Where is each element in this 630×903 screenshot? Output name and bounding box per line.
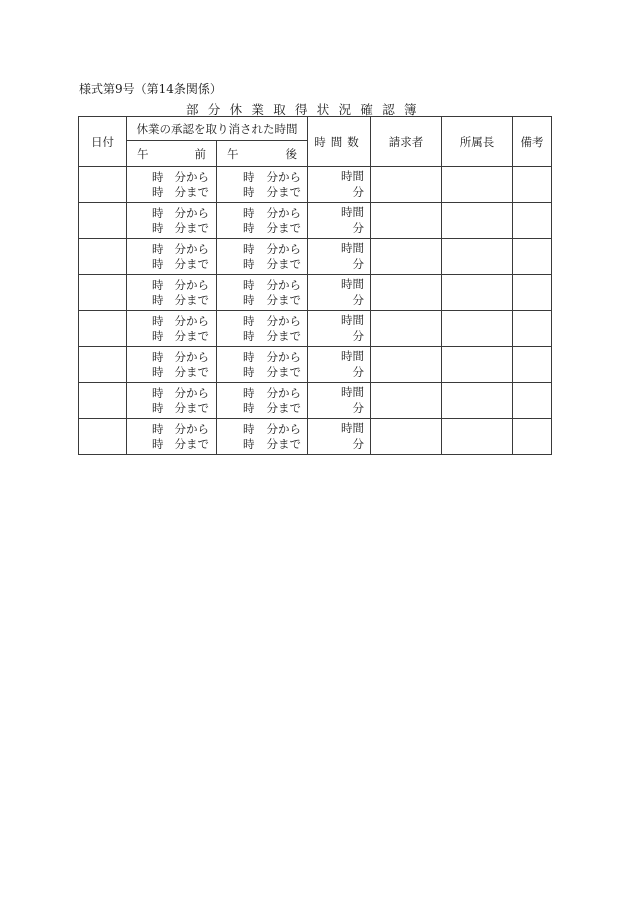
hour-label: 時	[243, 221, 255, 235]
date-cell[interactable]	[79, 275, 127, 311]
hours-unit-label: 時間	[341, 421, 364, 435]
requester-cell[interactable]	[371, 203, 442, 239]
minute-from-label: 分から	[174, 205, 209, 220]
morning-time-cell[interactable]	[127, 383, 217, 419]
requester-cell[interactable]	[371, 311, 442, 347]
hour-label: 時	[243, 241, 255, 256]
remarks-cell[interactable]	[513, 239, 552, 275]
hours-unit-label: 時間	[341, 385, 364, 399]
header-afternoon-right: 後	[285, 146, 297, 161]
table-row	[79, 419, 552, 455]
table-row	[79, 275, 552, 311]
minute-until-label: 分まで	[266, 293, 301, 307]
hour-label: 時	[243, 257, 255, 271]
morning-time-cell[interactable]	[127, 347, 217, 383]
table-row	[79, 311, 552, 347]
hour-label: 時	[243, 437, 255, 451]
hour-label: 時	[243, 421, 255, 436]
form-title: 部分休業取得状況確認簿	[186, 102, 426, 117]
minute-from-label: 分から	[174, 421, 209, 436]
minutes-unit-label: 分	[352, 400, 364, 415]
minute-from-label: 分から	[266, 313, 301, 328]
afternoon-time-cell[interactable]	[217, 419, 308, 455]
hour-label: 時	[243, 277, 255, 292]
requester-cell[interactable]	[371, 167, 442, 203]
supervisor-cell[interactable]	[442, 275, 513, 311]
minutes-unit-label: 分	[352, 184, 364, 199]
supervisor-cell[interactable]	[442, 239, 513, 275]
hour-label: 時	[243, 313, 255, 328]
minutes-unit-label: 分	[352, 220, 364, 235]
hour-label: 時	[152, 437, 164, 451]
remarks-cell[interactable]	[513, 419, 552, 455]
hour-label: 時	[243, 385, 255, 400]
minute-until-label: 分まで	[266, 437, 301, 451]
minute-from-label: 分から	[174, 349, 209, 364]
header-date: 日付	[79, 117, 127, 167]
minute-until-label: 分まで	[174, 401, 209, 415]
hours-count-cell[interactable]	[308, 347, 371, 383]
minute-from-label: 分から	[266, 421, 301, 436]
hour-label: 時	[243, 169, 255, 184]
requester-cell[interactable]	[371, 275, 442, 311]
header-morning	[127, 141, 217, 167]
hour-label: 時	[243, 329, 255, 343]
hours-count-cell[interactable]	[308, 383, 371, 419]
header-hours-count: 時間数	[308, 117, 371, 167]
hour-label: 時	[152, 385, 164, 400]
header-afternoon	[217, 141, 308, 167]
minute-until-label: 分まで	[266, 365, 301, 379]
remarks-cell[interactable]	[513, 203, 552, 239]
minute-from-label: 分から	[266, 385, 301, 400]
minute-from-label: 分から	[174, 169, 209, 184]
minute-from-label: 分から	[266, 277, 301, 292]
morning-time-cell[interactable]	[127, 311, 217, 347]
hour-label: 時	[152, 257, 164, 271]
hours-unit-label: 時間	[341, 169, 364, 183]
minute-until-label: 分まで	[266, 329, 301, 343]
minute-from-label: 分から	[266, 169, 301, 184]
hour-label: 時	[243, 185, 255, 199]
hours-unit-label: 時間	[341, 349, 364, 363]
afternoon-time-cell[interactable]	[217, 347, 308, 383]
hour-label: 時	[243, 349, 255, 364]
minute-until-label: 分まで	[266, 221, 301, 235]
afternoon-time-cell[interactable]	[217, 203, 308, 239]
remarks-cell[interactable]	[513, 275, 552, 311]
morning-time-cell[interactable]	[127, 203, 217, 239]
minute-until-label: 分まで	[174, 437, 209, 451]
minute-from-label: 分から	[266, 205, 301, 220]
hour-label: 時	[152, 241, 164, 256]
hour-label: 時	[152, 169, 164, 184]
afternoon-time-cell[interactable]	[217, 311, 308, 347]
hour-label: 時	[243, 205, 255, 220]
remarks-cell[interactable]	[513, 311, 552, 347]
hour-label: 時	[152, 349, 164, 364]
hour-label: 時	[152, 421, 164, 436]
table-row	[79, 347, 552, 383]
date-cell[interactable]	[79, 383, 127, 419]
minute-until-label: 分まで	[266, 401, 301, 415]
afternoon-time-cell[interactable]	[217, 383, 308, 419]
morning-time-cell[interactable]	[127, 275, 217, 311]
minute-until-label: 分まで	[266, 257, 301, 271]
hours-count-cell[interactable]	[308, 239, 371, 275]
requester-cell[interactable]	[371, 347, 442, 383]
minute-from-label: 分から	[174, 313, 209, 328]
hour-label: 時	[152, 205, 164, 220]
date-cell[interactable]	[79, 203, 127, 239]
minute-from-label: 分から	[174, 385, 209, 400]
header-cancelled-time: 休業の承認を取り消された時間	[127, 117, 308, 141]
afternoon-time-cell[interactable]	[217, 275, 308, 311]
hours-unit-label: 時間	[341, 241, 364, 255]
table-row	[79, 239, 552, 275]
hour-label: 時	[243, 293, 255, 307]
minute-from-label: 分から	[174, 277, 209, 292]
remarks-cell[interactable]	[513, 347, 552, 383]
hour-label: 時	[152, 313, 164, 328]
hours-unit-label: 時間	[341, 277, 364, 291]
supervisor-cell[interactable]	[442, 311, 513, 347]
remarks-cell[interactable]	[513, 167, 552, 203]
header-requester: 請求者	[371, 117, 442, 167]
date-cell[interactable]	[79, 167, 127, 203]
remarks-cell[interactable]	[513, 383, 552, 419]
header-supervisor: 所属長	[442, 117, 513, 167]
minutes-unit-label: 分	[352, 292, 364, 307]
header-remarks: 備考	[513, 117, 552, 167]
afternoon-time-cell[interactable]	[217, 239, 308, 275]
table-row	[79, 203, 552, 239]
minute-until-label: 分まで	[174, 329, 209, 343]
header-morning-left: 午	[137, 146, 149, 161]
hours-count-cell[interactable]	[308, 419, 371, 455]
minutes-unit-label: 分	[352, 256, 364, 271]
supervisor-cell[interactable]	[442, 167, 513, 203]
hours-count-cell[interactable]	[308, 167, 371, 203]
morning-time-cell[interactable]	[127, 419, 217, 455]
hours-count-cell[interactable]	[308, 275, 371, 311]
minute-until-label: 分まで	[174, 257, 209, 271]
requester-cell[interactable]	[371, 239, 442, 275]
form-number-label: 様式第9号（第14条関係）	[79, 82, 222, 96]
morning-time-cell[interactable]	[127, 239, 217, 275]
minutes-unit-label: 分	[352, 328, 364, 343]
minutes-unit-label: 分	[352, 364, 364, 379]
date-cell[interactable]	[79, 419, 127, 455]
supervisor-cell[interactable]	[442, 383, 513, 419]
hours-count-cell[interactable]	[308, 311, 371, 347]
requester-cell[interactable]	[371, 419, 442, 455]
supervisor-cell[interactable]	[442, 347, 513, 383]
minute-from-label: 分から	[266, 241, 301, 256]
minute-until-label: 分まで	[174, 221, 209, 235]
table-row	[79, 167, 552, 203]
leave-status-table	[78, 116, 552, 455]
hour-label: 時	[243, 365, 255, 379]
hour-label: 時	[152, 365, 164, 379]
hours-unit-label: 時間	[341, 313, 364, 327]
minute-from-label: 分から	[266, 349, 301, 364]
table-body	[79, 167, 552, 455]
header-afternoon-left: 午	[227, 146, 239, 161]
minute-from-label: 分から	[174, 241, 209, 256]
hour-label: 時	[152, 401, 164, 415]
afternoon-time-cell[interactable]	[217, 167, 308, 203]
minute-until-label: 分まで	[174, 293, 209, 307]
header-morning-right: 前	[194, 146, 206, 161]
minute-until-label: 分まで	[174, 365, 209, 379]
minute-until-label: 分まで	[174, 185, 209, 199]
hour-label: 時	[152, 277, 164, 292]
table-row	[79, 383, 552, 419]
supervisor-cell[interactable]	[442, 203, 513, 239]
hour-label: 時	[152, 185, 164, 199]
hours-unit-label: 時間	[341, 205, 364, 219]
morning-time-cell[interactable]	[127, 167, 217, 203]
hour-label: 時	[152, 329, 164, 343]
hour-label: 時	[152, 221, 164, 235]
date-cell[interactable]	[79, 239, 127, 275]
requester-cell[interactable]	[371, 383, 442, 419]
minute-until-label: 分まで	[266, 185, 301, 199]
minutes-unit-label: 分	[352, 436, 364, 451]
date-cell[interactable]	[79, 311, 127, 347]
supervisor-cell[interactable]	[442, 419, 513, 455]
date-cell[interactable]	[79, 347, 127, 383]
hour-label: 時	[152, 293, 164, 307]
hours-count-cell[interactable]	[308, 203, 371, 239]
hour-label: 時	[243, 401, 255, 415]
